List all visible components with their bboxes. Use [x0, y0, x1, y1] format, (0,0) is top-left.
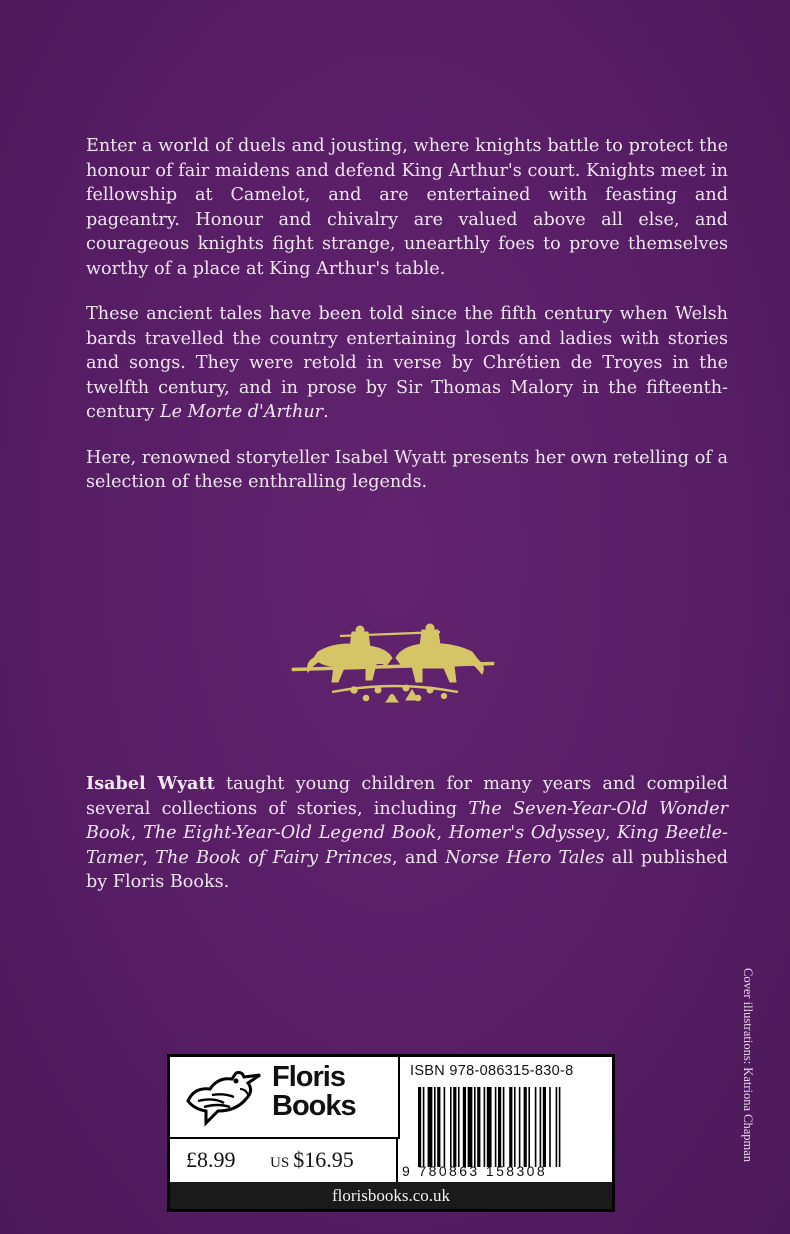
barcode-bar — [509, 1087, 512, 1167]
barcode — [418, 1087, 606, 1167]
barcode-bar — [423, 1087, 425, 1167]
barcode-bar — [487, 1087, 492, 1167]
publisher-name-line2: Books — [272, 1090, 356, 1122]
blurb-paragraph-1: Enter a world of duels and jousting, where knights battle to protect the honour of fair maidens and defend King Arthur's court. Knights meet in fellowship at Camelot, and are entertained with feasting and pageantry. Honour and chivalry are valued above all else, and courageous knights fight strange, unearthly foes to prove themselves worthy of a place at King Arthur's table. — [86, 136, 728, 279]
price-us-prefix: US — [270, 1155, 290, 1171]
book-title: Homer's Odyssey — [448, 823, 605, 843]
bio-text: , — [142, 847, 156, 868]
blurb — [86, 134, 728, 516]
blurb-paragraph-3: Here, renowned storyteller Isabel Wyatt presents her own retelling of a selection of these enthralling legends. — [86, 447, 728, 492]
book-title: The Seven-Year-Old Wonder Book — [86, 798, 729, 843]
barcode-bar — [543, 1087, 546, 1167]
bio-text: , — [436, 823, 449, 843]
barcode-bar — [428, 1087, 433, 1167]
barcode-bar — [540, 1087, 542, 1167]
blurb-paragraph-2 — [86, 302, 728, 425]
barcode-bar — [556, 1087, 558, 1167]
barcode-bar — [468, 1087, 473, 1167]
barcode-bar — [535, 1087, 537, 1167]
barcode-digits: 9 780863 158308 — [402, 1163, 547, 1179]
isbn: ISBN 978-086315-830-8 — [410, 1063, 574, 1079]
book-title-le-morte: Le Morte d'Arthur — [159, 402, 324, 422]
bio-text: , and — [391, 847, 446, 868]
barcode-bar — [559, 1087, 561, 1167]
bio-text: , — [130, 823, 144, 843]
book-title: Norse Hero Tales — [445, 847, 605, 868]
author-bio — [86, 772, 728, 895]
publisher-website: florisbooks.co.uk — [170, 1182, 612, 1209]
publisher-name — [272, 1063, 356, 1121]
barcode-bar — [528, 1087, 530, 1167]
jousting-knights-icon — [288, 618, 500, 710]
bio-text: all published by Floris Books. — [86, 847, 728, 892]
price-us — [270, 1147, 354, 1173]
book-title: King Beetle-Tamer — [86, 823, 728, 868]
barcode-bar — [463, 1087, 466, 1167]
barcode-bar — [477, 1087, 480, 1167]
price-us-value: $16.95 — [293, 1147, 354, 1172]
blurb-paragraph-2-end: . — [323, 402, 329, 422]
price-gbp: £8.99 — [186, 1147, 236, 1172]
barcode-bar — [453, 1087, 456, 1167]
bio-text: taught young children for many years and compiled several collections of stories, including — [86, 774, 728, 819]
publisher-name-line1: Floris — [272, 1061, 345, 1093]
book-title: The Eight-Year-Old Legend Book — [143, 823, 437, 843]
barcode-panel — [167, 1054, 615, 1212]
publisher-logo — [170, 1057, 400, 1139]
cover-illustration-credit: Cover illustrations: Katriona Chapman — [741, 968, 755, 1163]
floris-bird-icon — [184, 1067, 264, 1127]
price-area — [170, 1137, 398, 1185]
barcode-bar — [519, 1087, 521, 1167]
barcode-bar — [434, 1087, 436, 1167]
book-title: The Book of Fairy Princes — [155, 847, 392, 868]
barcode-bar — [418, 1087, 421, 1167]
barcode-bar — [503, 1087, 505, 1167]
barcode-bar — [484, 1087, 486, 1167]
barcode-bar — [549, 1087, 551, 1167]
barcode-bar — [437, 1087, 440, 1167]
barcode-bar — [450, 1087, 452, 1167]
author-name: Isabel Wyatt — [86, 773, 215, 794]
barcode-bar — [524, 1087, 527, 1167]
bio-text: , — [604, 823, 618, 843]
blurb-paragraph-2-text: These ancient tales have been told since the fifth century when Welsh bards travelled the country entertaining lords and ladies with stories and songs. They were retold in verse by Chrétien de Troyes in the twelfth century, and in prose by Sir Thomas Malory in the fifteenth-century — [86, 304, 728, 422]
barcode-bar — [458, 1087, 460, 1167]
barcode-bar — [498, 1087, 501, 1167]
barcode-bar — [514, 1087, 516, 1167]
barcode-bar — [495, 1087, 497, 1167]
barcode-bar — [474, 1087, 476, 1167]
barcode-bar — [444, 1087, 446, 1167]
